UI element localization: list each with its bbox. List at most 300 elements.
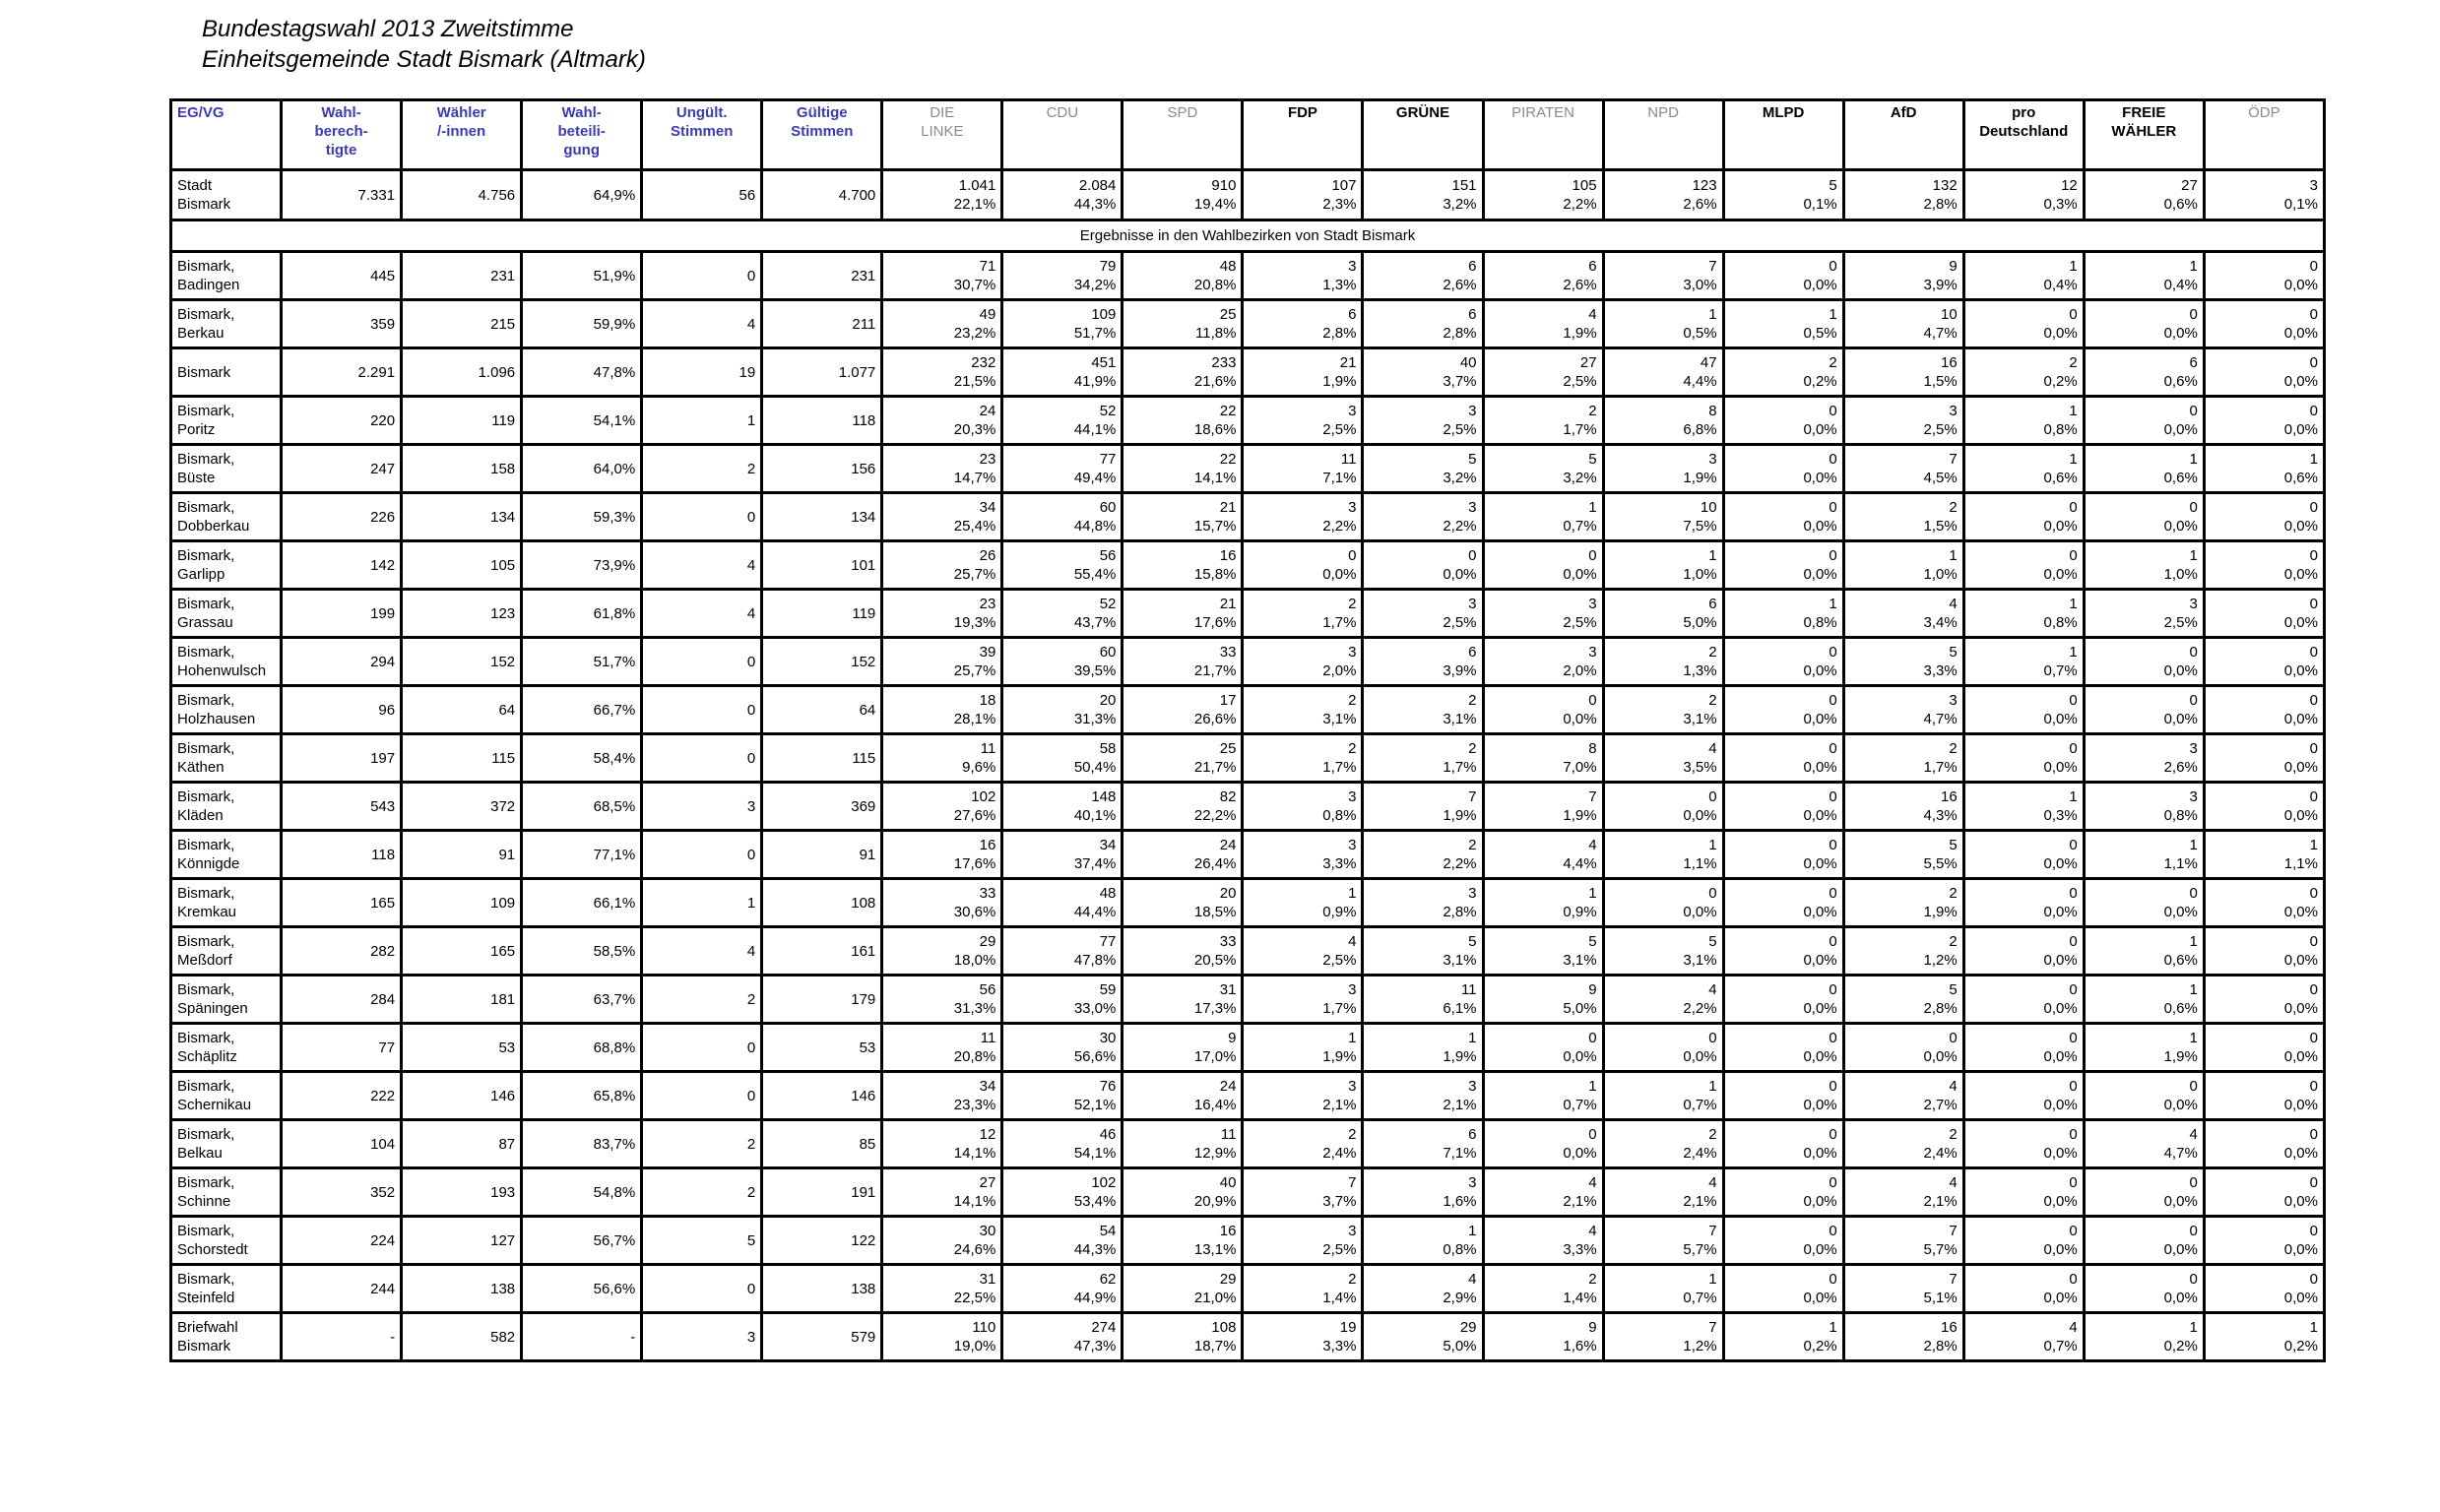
invalid-votes-cell: 2: [642, 1168, 762, 1217]
party-result-cell: 5 3,1%: [1483, 927, 1603, 976]
party-result-cell: 1 1,0%: [1843, 541, 1963, 590]
party-result-cell: 21 15,7%: [1123, 493, 1243, 541]
header-row: [171, 100, 2325, 170]
eligible-voters-cell: 220: [282, 397, 402, 445]
party-result-cell: 33 20,5%: [1123, 927, 1243, 976]
table-row: [171, 1024, 2325, 1072]
results-body: [171, 170, 2325, 1361]
party-result-cell: 30 24,6%: [882, 1217, 1002, 1265]
party-result-cell: 0 0,0%: [2204, 1024, 2324, 1072]
party-result-cell: 4 3,3%: [1483, 1217, 1603, 1265]
party-result-cell: 123 2,6%: [1603, 170, 1723, 220]
column-header: [762, 100, 882, 170]
column-header-label: FDP: [1287, 104, 1317, 121]
valid-votes-cell: 122: [762, 1217, 882, 1265]
party-result-cell: 2 1,7%: [1243, 590, 1363, 638]
party-result-cell: 16 4,3%: [1843, 783, 1963, 831]
party-result-cell: 49 23,2%: [882, 300, 1002, 348]
party-result-cell: 1 0,5%: [1603, 300, 1723, 348]
party-result-cell: 1 0,6%: [2084, 976, 2204, 1024]
district-name: Bismark, Kläden: [171, 783, 282, 831]
turnout-cell: 61,8%: [522, 590, 642, 638]
party-result-cell: 3 2,2%: [1363, 493, 1483, 541]
party-result-cell: 0 0,0%: [1603, 879, 1723, 927]
party-result-cell: 3 2,2%: [1243, 493, 1363, 541]
eligible-voters-cell: 197: [282, 734, 402, 783]
party-result-cell: 23 19,3%: [882, 590, 1002, 638]
valid-votes-cell: 138: [762, 1265, 882, 1313]
party-result-cell: 0 0,0%: [2204, 783, 2324, 831]
district-name: Bismark, Schinne: [171, 1168, 282, 1217]
party-result-cell: 151 3,2%: [1363, 170, 1483, 220]
party-result-cell: 0 0,0%: [2204, 1265, 2324, 1313]
district-name: Briefwahl Bismark: [171, 1313, 282, 1361]
party-result-cell: 110 19,0%: [882, 1313, 1002, 1361]
voters-cell: 152: [402, 638, 522, 686]
party-result-cell: 1 1,1%: [2084, 831, 2204, 879]
party-result-cell: 3 2,0%: [1483, 638, 1603, 686]
party-result-cell: 102 27,6%: [882, 783, 1002, 831]
party-result-cell: 3 1,7%: [1243, 976, 1363, 1024]
party-result-cell: 11 9,6%: [882, 734, 1002, 783]
party-result-cell: 16 2,8%: [1843, 1313, 1963, 1361]
district-name: Bismark, Späningen: [171, 976, 282, 1024]
party-result-cell: 77 49,4%: [1002, 445, 1123, 493]
table-row: [171, 445, 2325, 493]
party-result-cell: 11 12,9%: [1123, 1120, 1243, 1168]
party-result-cell: 3 2,8%: [1363, 879, 1483, 927]
party-result-cell: 1 1,0%: [2084, 541, 2204, 590]
party-result-cell: 0 0,0%: [1843, 1024, 1963, 1072]
party-result-cell: 4 2,2%: [1603, 976, 1723, 1024]
invalid-votes-cell: 56: [642, 170, 762, 220]
party-result-cell: 9 3,9%: [1843, 252, 1963, 300]
party-result-cell: 0 0,0%: [1723, 1024, 1843, 1072]
turnout-cell: 64,0%: [522, 445, 642, 493]
party-result-cell: 0 0,0%: [2204, 300, 2324, 348]
turnout-cell: 66,1%: [522, 879, 642, 927]
party-result-cell: 3 2,5%: [1243, 397, 1363, 445]
district-name: Bismark, Schernikau: [171, 1072, 282, 1120]
eligible-voters-cell: 77: [282, 1024, 402, 1072]
party-result-cell: 60 44,8%: [1002, 493, 1123, 541]
party-result-cell: 1 0,6%: [2084, 927, 2204, 976]
party-result-cell: 0 0,0%: [1723, 783, 1843, 831]
eligible-voters-cell: 282: [282, 927, 402, 976]
party-result-cell: 29 18,0%: [882, 927, 1002, 976]
district-name: Bismark, Berkau: [171, 300, 282, 348]
column-header-label: SPD: [1167, 104, 1198, 121]
party-result-cell: 132 2,8%: [1843, 170, 1963, 220]
column-header: [882, 100, 1002, 170]
eligible-voters-cell: 104: [282, 1120, 402, 1168]
party-result-cell: 16 13,1%: [1123, 1217, 1243, 1265]
invalid-votes-cell: 5: [642, 1217, 762, 1265]
eligible-voters-cell: 7.331: [282, 170, 402, 220]
eligible-voters-cell: 199: [282, 590, 402, 638]
district-name: Bismark, Schäplitz: [171, 1024, 282, 1072]
party-result-cell: 19 3,3%: [1243, 1313, 1363, 1361]
party-result-cell: 109 51,7%: [1002, 300, 1123, 348]
eligible-voters-cell: 294: [282, 638, 402, 686]
invalid-votes-cell: 0: [642, 686, 762, 734]
results-table: [169, 98, 2326, 1362]
party-result-cell: 0 0,0%: [1963, 734, 2084, 783]
voters-cell: 158: [402, 445, 522, 493]
party-result-cell: 0 0,0%: [1483, 686, 1603, 734]
turnout-cell: 51,9%: [522, 252, 642, 300]
valid-votes-cell: 53: [762, 1024, 882, 1072]
party-result-cell: 3 2,6%: [2084, 734, 2204, 783]
column-header-label: GRÜNE: [1395, 104, 1450, 121]
valid-votes-cell: 134: [762, 493, 882, 541]
party-result-cell: 2 1,5%: [1843, 493, 1963, 541]
party-result-cell: 34 37,4%: [1002, 831, 1123, 879]
party-result-cell: 0 0,0%: [2204, 686, 2324, 734]
column-header-label: Wahl- berech- tigte: [314, 104, 368, 158]
party-result-cell: 21 1,9%: [1243, 348, 1363, 397]
turnout-cell: 65,8%: [522, 1072, 642, 1120]
column-header-label: Wähler /-innen: [436, 104, 486, 140]
party-result-cell: 0 0,0%: [1963, 879, 2084, 927]
district-name: Bismark, Büste: [171, 445, 282, 493]
voters-cell: 165: [402, 927, 522, 976]
column-header: [282, 100, 402, 170]
voters-cell: 119: [402, 397, 522, 445]
party-result-cell: 0 0,0%: [2204, 541, 2324, 590]
party-result-cell: 2 1,7%: [1483, 397, 1603, 445]
party-result-cell: 1 0,8%: [1363, 1217, 1483, 1265]
party-result-cell: 1 0,9%: [1483, 879, 1603, 927]
party-result-cell: 1 0,2%: [1723, 1313, 1843, 1361]
party-result-cell: 52 44,1%: [1002, 397, 1123, 445]
eligible-voters-cell: 142: [282, 541, 402, 590]
valid-votes-cell: 231: [762, 252, 882, 300]
column-header: [2084, 100, 2204, 170]
party-result-cell: 16 1,5%: [1843, 348, 1963, 397]
party-result-cell: 22 14,1%: [1123, 445, 1243, 493]
party-result-cell: 1 1,1%: [2204, 831, 2324, 879]
invalid-votes-cell: 0: [642, 734, 762, 783]
party-result-cell: 77 47,8%: [1002, 927, 1123, 976]
party-result-cell: 5 3,2%: [1483, 445, 1603, 493]
party-result-cell: 9 17,0%: [1123, 1024, 1243, 1072]
party-result-cell: 2 1,7%: [1363, 734, 1483, 783]
column-header: [1603, 100, 1723, 170]
party-result-cell: 1 0,9%: [1243, 879, 1363, 927]
party-result-cell: 11 6,1%: [1363, 976, 1483, 1024]
voters-cell: 4.756: [402, 170, 522, 220]
party-result-cell: 56 55,4%: [1002, 541, 1123, 590]
party-result-cell: 18 28,1%: [882, 686, 1002, 734]
party-result-cell: 0 0,0%: [2204, 1072, 2324, 1120]
party-result-cell: 25 21,7%: [1123, 734, 1243, 783]
eligible-voters-cell: 224: [282, 1217, 402, 1265]
party-result-cell: 3 3,3%: [1243, 831, 1363, 879]
party-result-cell: 27 0,6%: [2084, 170, 2204, 220]
party-result-cell: 0 0,0%: [1963, 300, 2084, 348]
valid-votes-cell: 64: [762, 686, 882, 734]
column-header: [1123, 100, 1243, 170]
party-result-cell: 0 0,0%: [1483, 1120, 1603, 1168]
party-result-cell: 2 1,4%: [1243, 1265, 1363, 1313]
party-result-cell: 0 0,0%: [1723, 252, 1843, 300]
party-result-cell: 33 30,6%: [882, 879, 1002, 927]
party-result-cell: 2 1,4%: [1483, 1265, 1603, 1313]
party-result-cell: 2 1,7%: [1243, 734, 1363, 783]
party-result-cell: 24 26,4%: [1123, 831, 1243, 879]
party-result-cell: 0 0,0%: [1963, 1265, 2084, 1313]
party-result-cell: 56 31,3%: [882, 976, 1002, 1024]
party-result-cell: 5 2,8%: [1843, 976, 1963, 1024]
party-result-cell: 1 1,0%: [1603, 541, 1723, 590]
column-header-label: AfD: [1890, 104, 1917, 121]
party-result-cell: 62 44,9%: [1002, 1265, 1123, 1313]
party-result-cell: 6 2,6%: [1483, 252, 1603, 300]
party-result-cell: 48 44,4%: [1002, 879, 1123, 927]
column-header: [1483, 100, 1603, 170]
invalid-votes-cell: 3: [642, 1313, 762, 1361]
turnout-cell: 68,8%: [522, 1024, 642, 1072]
table-row: [171, 1217, 2325, 1265]
party-result-cell: 5 3,2%: [1363, 445, 1483, 493]
party-result-cell: 2 1,3%: [1603, 638, 1723, 686]
invalid-votes-cell: 0: [642, 831, 762, 879]
district-name: Stadt Bismark: [171, 170, 282, 220]
document-subtitle: Einheitsgemeinde Stadt Bismark (Altmark): [202, 46, 646, 73]
voters-cell: 146: [402, 1072, 522, 1120]
voters-cell: 215: [402, 300, 522, 348]
party-result-cell: 11 20,8%: [882, 1024, 1002, 1072]
party-result-cell: 4 3,5%: [1603, 734, 1723, 783]
party-result-cell: 3 1,6%: [1363, 1168, 1483, 1217]
invalid-votes-cell: 4: [642, 927, 762, 976]
party-result-cell: 0 0,0%: [1963, 976, 2084, 1024]
party-result-cell: 0 0,0%: [2204, 1120, 2324, 1168]
voters-cell: 582: [402, 1313, 522, 1361]
party-result-cell: 7 5,7%: [1603, 1217, 1723, 1265]
table-row: [171, 1168, 2325, 1217]
party-result-cell: 4 3,4%: [1843, 590, 1963, 638]
party-result-cell: 7 4,5%: [1843, 445, 1963, 493]
voters-cell: 372: [402, 783, 522, 831]
column-header-label: Gültige Stimmen: [791, 104, 854, 140]
eligible-voters-cell: 96: [282, 686, 402, 734]
party-result-cell: 0 0,0%: [2084, 493, 2204, 541]
table-row: [171, 879, 2325, 927]
party-result-cell: 0 0,0%: [2204, 976, 2324, 1024]
voters-cell: 123: [402, 590, 522, 638]
party-result-cell: 16 17,6%: [882, 831, 1002, 879]
party-result-cell: 3 2,5%: [1243, 1217, 1363, 1265]
party-result-cell: 5 0,1%: [1723, 170, 1843, 220]
column-header-label: NPD: [1647, 104, 1679, 121]
party-result-cell: 0 0,0%: [2204, 590, 2324, 638]
column-header-label: ÖDP: [2248, 104, 2280, 121]
party-result-cell: 0 0,0%: [1963, 1024, 2084, 1072]
party-result-cell: 6 0,6%: [2084, 348, 2204, 397]
party-result-cell: 0 0,0%: [2204, 493, 2324, 541]
party-result-cell: 0 0,0%: [1963, 831, 2084, 879]
party-result-cell: 0 0,0%: [2204, 927, 2324, 976]
party-result-cell: 25 11,8%: [1123, 300, 1243, 348]
party-result-cell: 0 0,0%: [2204, 348, 2324, 397]
valid-votes-cell: 211: [762, 300, 882, 348]
eligible-voters-cell: 352: [282, 1168, 402, 1217]
party-result-cell: 3 0,8%: [2084, 783, 2204, 831]
summary-row: [171, 170, 2325, 220]
party-result-cell: 0 0,0%: [1243, 541, 1363, 590]
party-result-cell: 0 0,0%: [1603, 1024, 1723, 1072]
eligible-voters-cell: -: [282, 1313, 402, 1361]
eligible-voters-cell: 118: [282, 831, 402, 879]
invalid-votes-cell: 0: [642, 1024, 762, 1072]
valid-votes-cell: 1.077: [762, 348, 882, 397]
turnout-cell: 59,3%: [522, 493, 642, 541]
district-name: Bismark, Belkau: [171, 1120, 282, 1168]
party-result-cell: 17 26,6%: [1123, 686, 1243, 734]
voters-cell: 53: [402, 1024, 522, 1072]
column-header-label: EG/VG: [177, 104, 225, 121]
party-result-cell: 54 44,3%: [1002, 1217, 1123, 1265]
party-result-cell: 0 0,0%: [2084, 1265, 2204, 1313]
party-result-cell: 1.041 22,1%: [882, 170, 1002, 220]
valid-votes-cell: 179: [762, 976, 882, 1024]
party-result-cell: 1 0,7%: [1483, 493, 1603, 541]
turnout-cell: 54,8%: [522, 1168, 642, 1217]
party-result-cell: 7 5,7%: [1843, 1217, 1963, 1265]
column-header: [402, 100, 522, 170]
party-result-cell: 10 4,7%: [1843, 300, 1963, 348]
party-result-cell: 0 0,0%: [1963, 1168, 2084, 1217]
column-header: [171, 100, 282, 170]
invalid-votes-cell: 4: [642, 541, 762, 590]
valid-votes-cell: 115: [762, 734, 882, 783]
valid-votes-cell: 101: [762, 541, 882, 590]
valid-votes-cell: 118: [762, 397, 882, 445]
turnout-cell: 59,9%: [522, 300, 642, 348]
party-result-cell: 3 2,5%: [1483, 590, 1603, 638]
invalid-votes-cell: 19: [642, 348, 762, 397]
party-result-cell: 2 2,4%: [1843, 1120, 1963, 1168]
party-result-cell: 0 0,0%: [1723, 1265, 1843, 1313]
invalid-votes-cell: 4: [642, 590, 762, 638]
invalid-votes-cell: 0: [642, 252, 762, 300]
party-result-cell: 0 0,0%: [2204, 734, 2324, 783]
party-result-cell: 0 0,0%: [1723, 1120, 1843, 1168]
party-result-cell: 0 0,0%: [1723, 686, 1843, 734]
valid-votes-cell: 369: [762, 783, 882, 831]
party-result-cell: 0 0,0%: [2084, 1217, 2204, 1265]
party-result-cell: 0 0,0%: [1963, 541, 2084, 590]
column-header: [1243, 100, 1363, 170]
document-title: Bundestagswahl 2013 Zweitstimme: [202, 16, 574, 42]
eligible-voters-cell: 543: [282, 783, 402, 831]
party-result-cell: 30 56,6%: [1002, 1024, 1123, 1072]
party-result-cell: 5 3,1%: [1603, 927, 1723, 976]
column-header-label: Wahl- beteili- gung: [557, 104, 606, 158]
party-result-cell: 24 16,4%: [1123, 1072, 1243, 1120]
party-result-cell: 233 21,6%: [1123, 348, 1243, 397]
party-result-cell: 3 2,1%: [1243, 1072, 1363, 1120]
party-result-cell: 4 4,4%: [1483, 831, 1603, 879]
column-header-label: CDU: [1046, 104, 1079, 121]
district-name: Bismark, Schorstedt: [171, 1217, 282, 1265]
voters-cell: 1.096: [402, 348, 522, 397]
eligible-voters-cell: 359: [282, 300, 402, 348]
party-result-cell: 4 1,9%: [1483, 300, 1603, 348]
party-result-cell: 2 3,1%: [1363, 686, 1483, 734]
party-result-cell: 3 2,0%: [1243, 638, 1363, 686]
party-result-cell: 1 0,7%: [1603, 1072, 1723, 1120]
party-result-cell: 3 0,8%: [1243, 783, 1363, 831]
party-result-cell: 40 3,7%: [1363, 348, 1483, 397]
party-result-cell: 2 0,2%: [1723, 348, 1843, 397]
table-row: [171, 976, 2325, 1024]
table-row: [171, 783, 2325, 831]
turnout-cell: 56,7%: [522, 1217, 642, 1265]
party-result-cell: 4 2,1%: [1843, 1168, 1963, 1217]
party-result-cell: 0 0,0%: [2204, 638, 2324, 686]
party-result-cell: 3 2,5%: [1843, 397, 1963, 445]
party-result-cell: 0 0,0%: [2204, 1168, 2324, 1217]
party-result-cell: 3 2,1%: [1363, 1072, 1483, 1120]
party-result-cell: 0 0,0%: [2084, 1168, 2204, 1217]
table-row: [171, 1265, 2325, 1313]
party-result-cell: 0 0,0%: [1963, 927, 2084, 976]
table-row: [171, 927, 2325, 976]
party-result-cell: 910 19,4%: [1123, 170, 1243, 220]
turnout-cell: 47,8%: [522, 348, 642, 397]
voters-cell: 115: [402, 734, 522, 783]
column-header-label: PIRATEN: [1511, 104, 1574, 121]
turnout-cell: 83,7%: [522, 1120, 642, 1168]
party-result-cell: 1 1,9%: [1363, 1024, 1483, 1072]
invalid-votes-cell: 2: [642, 445, 762, 493]
party-result-cell: 20 31,3%: [1002, 686, 1123, 734]
party-result-cell: 3 2,5%: [1363, 590, 1483, 638]
eligible-voters-cell: 165: [282, 879, 402, 927]
voters-cell: 109: [402, 879, 522, 927]
column-header: [642, 100, 762, 170]
eligible-voters-cell: 247: [282, 445, 402, 493]
party-result-cell: 16 15,8%: [1123, 541, 1243, 590]
valid-votes-cell: 146: [762, 1072, 882, 1120]
party-result-cell: 0 0,0%: [2084, 638, 2204, 686]
party-result-cell: 4 2,7%: [1843, 1072, 1963, 1120]
party-result-cell: 5 3,1%: [1363, 927, 1483, 976]
party-result-cell: 4 2,9%: [1363, 1265, 1483, 1313]
party-result-cell: 1 0,8%: [1723, 590, 1843, 638]
party-result-cell: 0 0,0%: [1363, 541, 1483, 590]
party-result-cell: 1 0,2%: [2204, 1313, 2324, 1361]
party-result-cell: 11 7,1%: [1243, 445, 1363, 493]
party-result-cell: 0 0,0%: [1963, 1217, 2084, 1265]
party-result-cell: 5 5,5%: [1843, 831, 1963, 879]
party-result-cell: 27 14,1%: [882, 1168, 1002, 1217]
party-result-cell: 0 0,0%: [2204, 397, 2324, 445]
party-result-cell: 0 0,0%: [1723, 541, 1843, 590]
district-name: Bismark, Grassau: [171, 590, 282, 638]
column-header-label: FREIE WÄHLER: [2111, 104, 2177, 140]
party-result-cell: 5 3,3%: [1843, 638, 1963, 686]
party-result-cell: 3 2,5%: [1363, 397, 1483, 445]
party-result-cell: 2 0,2%: [1963, 348, 2084, 397]
table-row: [171, 1120, 2325, 1168]
party-result-cell: 1 0,8%: [1963, 590, 2084, 638]
district-name: Bismark, Holzhausen: [171, 686, 282, 734]
party-result-cell: 4 4,7%: [2084, 1120, 2204, 1168]
